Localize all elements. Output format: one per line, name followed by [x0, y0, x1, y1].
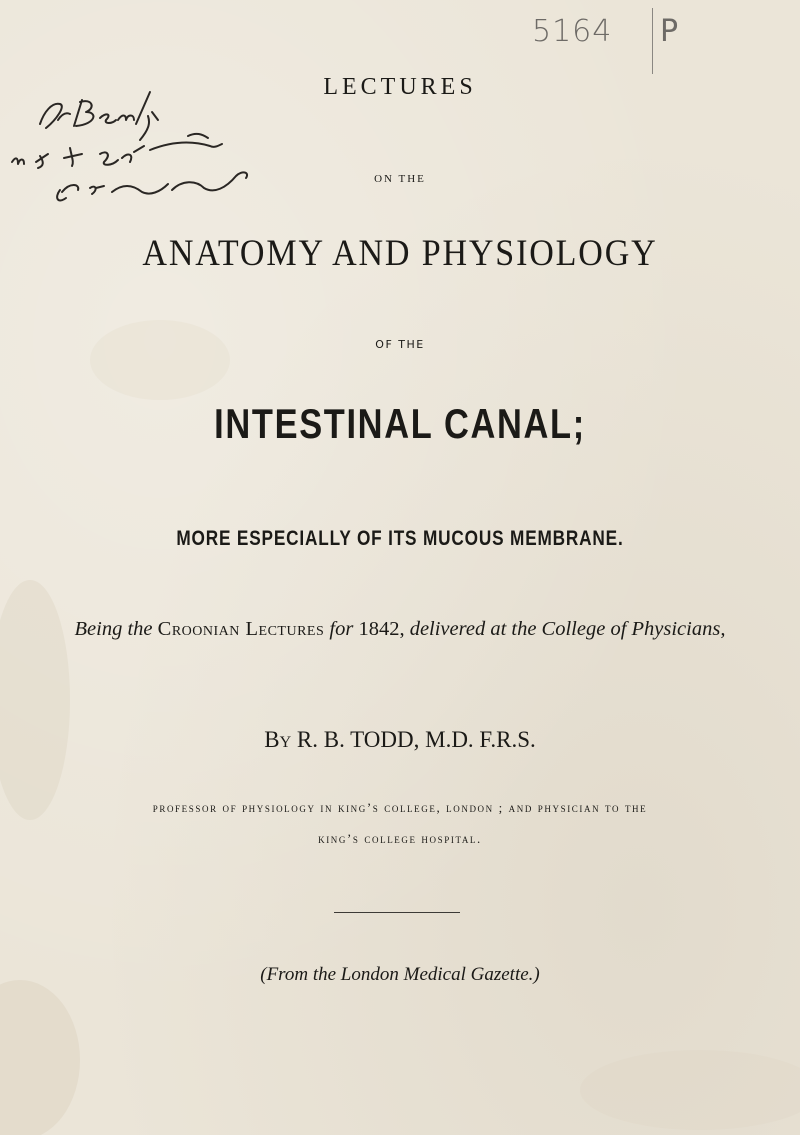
subject-title: INTESTINAL CANAL; [214, 400, 586, 447]
credentials-text-2: king’s college hospital. [318, 831, 482, 846]
divider-rule [334, 912, 460, 913]
shelfmark-divider [652, 8, 653, 74]
lectures-heading: LECTURES [323, 74, 477, 100]
being-the-text: Being the [74, 618, 153, 640]
year-text: 1842, [358, 618, 405, 640]
author-name: R. B. TODD, M.D. F.R.S. [296, 727, 536, 752]
lecture-description [0, 618, 800, 641]
source-note: (From the London Medical Gazette.) [260, 964, 540, 985]
by-text: By [264, 727, 292, 752]
credentials-line-1 [0, 800, 800, 816]
subtitle: MORE ESPECIALLY OF ITS MUCOUS MEMBRANE. [176, 527, 624, 550]
for-text: for [329, 618, 354, 640]
delivered-text: delivered at the College of Physicians, [409, 618, 726, 640]
credentials-text-1: professor of physiology in king’s college, london ; and physician to the [152, 800, 648, 815]
shelfmark-number: 5164 [532, 14, 613, 49]
main-title: ANATOMY AND PHYSIOLOGY [142, 233, 658, 274]
handwritten-inscription [0, 80, 320, 220]
on-the-connector: ON THE [374, 173, 426, 185]
croonian-lectures-text: Croonian Lectures [157, 618, 325, 640]
of-the-connector: OF THE [375, 338, 425, 351]
credentials-line-2 [0, 831, 800, 847]
author-line [0, 727, 800, 753]
shelfmark-suffix: P [660, 14, 679, 49]
